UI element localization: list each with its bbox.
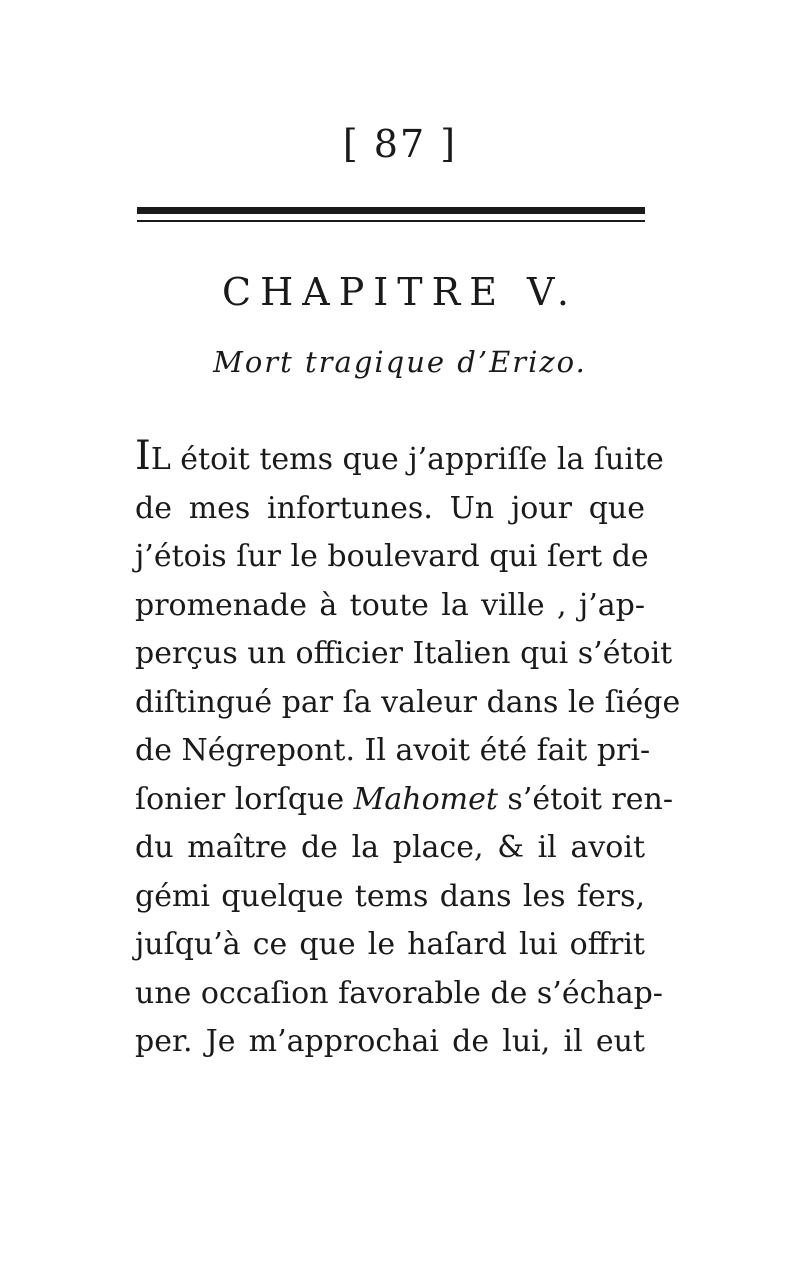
text-line-6: diſtingué par ſa valeur dans le ſiége <box>135 684 681 720</box>
text-line-10: gémi quelque tems dans les fers, <box>135 878 645 914</box>
text-line-8 <box>135 776 673 825</box>
chapter-title: CHAPITRE V. <box>222 270 578 314</box>
header-rule-thick <box>137 207 645 214</box>
italic-name: Mahomet <box>353 781 498 817</box>
text-line-11: juſqu’à ce que le haſard lui offrit <box>135 927 645 962</box>
text-line-12: une occaſion favorable de s’échap- <box>135 975 663 1011</box>
text-line-5: perçus un officier Italien qui s’étoit <box>135 636 673 671</box>
text-line-13: per. Je m’approchai de lui, il eut <box>135 1024 645 1059</box>
text-line-2: de mes infortunes. Un jour que <box>135 490 645 526</box>
text-line-7: de Négrepont. Il avoit été fait pri- <box>135 733 651 768</box>
line-1-text: L étoit tems que j’appriſſe la ſuite <box>150 442 664 477</box>
text-line-1 <box>135 433 664 485</box>
header-rule-thin <box>137 220 645 222</box>
text-line-3: j’étois ſur le boulevard qui ſert de <box>135 539 649 574</box>
text-line-4: promenade à toute la ville , j’ap- <box>135 587 645 623</box>
text-line-9: du maître de la place, & il avoit <box>135 830 645 865</box>
chapter-subtitle: Mort tragique d’Erizo. <box>213 345 587 379</box>
line-8-start: ſonier lorſque <box>135 781 354 817</box>
line-8-end: s’étoit ren- <box>497 781 673 817</box>
drop-cap: I <box>135 433 151 479</box>
body-text <box>135 433 681 1067</box>
page-number: [ 87 ] <box>342 122 458 166</box>
